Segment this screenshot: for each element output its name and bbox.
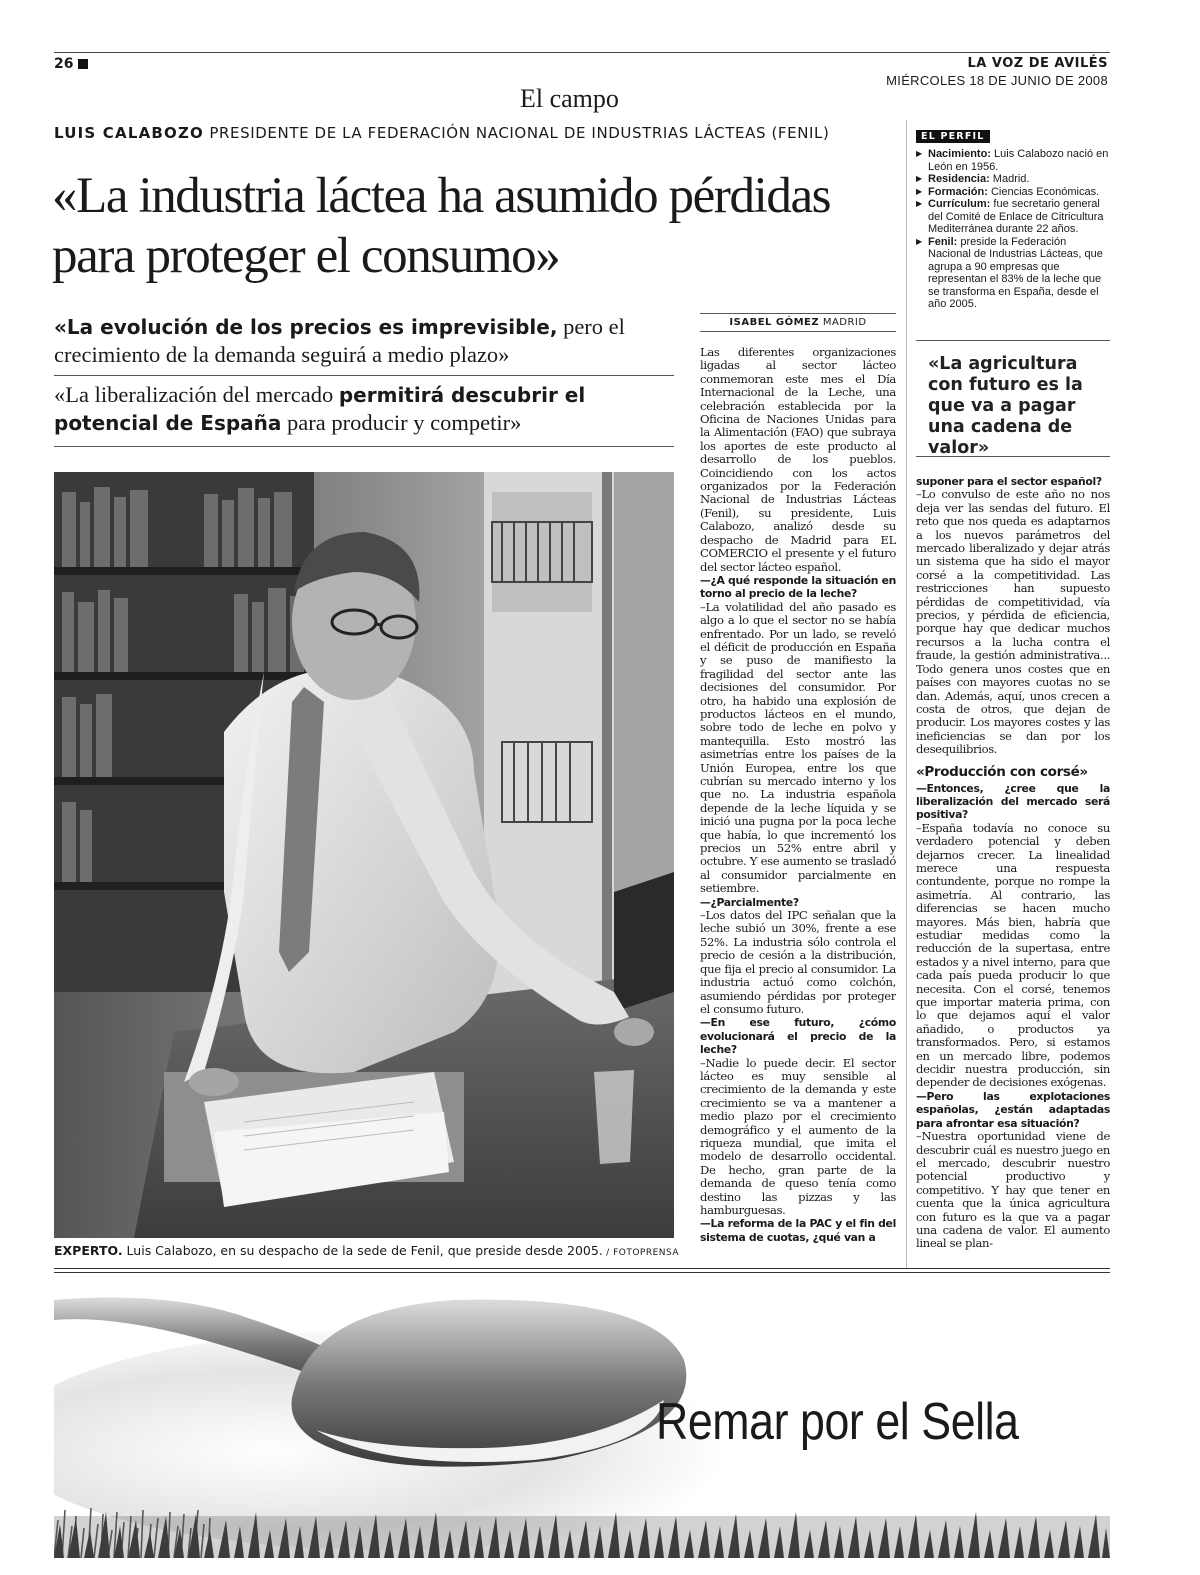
profile-item: ▶ Currículum: fue secretario general del Comité de Enlace de Citricultura Mediterránea durante 22 años. xyxy=(916,198,1110,236)
interview-question: —¿A qué responde la situación en torno al precio de la leche? xyxy=(700,573,896,601)
interview-answer: –Los datos del IPC señalan que la leche subió un 30%, frente a ese 52%. La industria sólo controla el precio de cesión a la distribución, que fija el precio al consumidor. La industria actuó como colchón, asumiendo pérdidas por proteger el consumo futuro. xyxy=(700,908,896,1016)
interview-question: —Entonces, ¿cree que la liberalización del mercado será positiva? xyxy=(916,781,1110,822)
kicker-name: LUIS CALABOZO xyxy=(54,124,205,142)
pullquote-divider xyxy=(916,456,1110,457)
ad-title: Remar por el Sella xyxy=(656,1393,1019,1451)
top-rule xyxy=(54,52,1110,53)
profile-item: ▶ Fenil: preside la Federación Nacional de Industrias Lácteas, que agrupa a 90 empresas que representan el 83% de la leche que se transforma en España, desde el año 2005. xyxy=(916,236,1110,311)
deck-divider xyxy=(54,375,674,376)
profile-list xyxy=(916,148,1110,311)
profile-label: EL PERFIL xyxy=(916,130,990,143)
interview-answer: –España todavía no conoce su verdadero potencial y deben dejarnos crecer. La linealidad merece una respuesta contundente, porque no rompe la asimetría. Al contrario, las diferencias se hacen mucho mayores. Más bien, habría que estudiar medidas como la reducción de la supertasa, entre estados y a nivel interno, para que cada país pueda producir lo que necesita. Con el corsé, tenemos que importar materia prima, con lo que dejamos aquí el valor añadido, o productos ya transformados. Pero, si estamos en un mercado libre, podemos decidir nuestra producción, sin depender de decisiones exógenas. xyxy=(916,820,1110,1090)
page-marker-square xyxy=(78,59,88,69)
page-number: 26 xyxy=(54,56,88,72)
profile-divider xyxy=(916,340,1110,341)
profile-item: ▶ Residencia: Madrid. xyxy=(916,173,1110,186)
article-column-2 xyxy=(916,475,1110,1258)
article-headline: «La industria láctea ha asumido pérdidas para proteger el consumo» xyxy=(52,168,831,284)
interview-question: —La reforma de la PAC y el fin del sistema de cuotas, ¿qué van a xyxy=(700,1217,896,1244)
profile-box xyxy=(916,124,1110,311)
byline: ISABEL GÓMEZ MADRID xyxy=(700,313,896,332)
interview-question: suponer para el sector español? xyxy=(916,475,1102,488)
interview-answer: –Nadie lo puede decir. El sector lácteo es muy sensible al crecimiento de la demanda y este crecimiento se va a mantener a medio plazo por el crecimiento demográfico y el aumento de la riqueza mundial, que imita el modelo de desarrollo occidental. De hecho, gran parte de la demanda de queso tenía como destino las pizzas y las hamburguesas. xyxy=(700,1055,896,1217)
photo-illustration xyxy=(54,472,674,1238)
section-title: El campo xyxy=(520,84,619,113)
interview-question: —¿Parcialmente? xyxy=(700,895,799,909)
advertisement xyxy=(54,1280,1110,1558)
deck-quote-2: «La liberalización del mercado permitirá descubrir el potencial de España para producir y competir» xyxy=(54,382,586,435)
pull-quote: «La agricultura con futuro es la que va a pagar una cadena de valor» xyxy=(928,354,1083,458)
profile-item: ▶ Nacimiento: Luis Calabozo nació en León en 1956. xyxy=(916,148,1110,173)
interview-question: —En ese futuro, ¿cómo evolucionará el precio de la leche? xyxy=(700,1016,896,1057)
article-kicker xyxy=(54,124,829,142)
bottom-rule xyxy=(54,1272,1110,1273)
interview-question: —Pero las explotaciones españolas, ¿están adaptadas para afrontar esa situación? xyxy=(916,1089,1110,1130)
subheading: «Producción con corsé» xyxy=(916,763,1088,780)
kicker-role: PRESIDENTE DE LA FEDERACIÓN NACIONAL DE INDUSTRIAS LÁCTEAS (FENIL) xyxy=(209,124,830,142)
deck-divider xyxy=(54,446,674,447)
photo-credit: / FOTOPRENSA xyxy=(602,1248,680,1258)
newspaper-name: LA VOZ DE AVILÉS xyxy=(967,56,1108,71)
profile-item: ▶ Formación: Ciencias Económicas. xyxy=(916,186,1110,199)
issue-date: MIÉRCOLES 18 DE JUNIO DE 2008 xyxy=(886,73,1108,88)
article-column-1 xyxy=(700,346,896,1258)
column-divider xyxy=(906,120,907,1268)
interview-answer: –Nuestra oportunidad viene de descubrir cuál es nuestro juego en el mercado, descubrir nuestro potencial productivo y competitivo. Y hay que tener en cuenta que la única agricultura con futuro es la que va a pagar una cadena de valor. El aumento lineal se plan- xyxy=(916,1129,1110,1251)
photo-caption: EXPERTO. Luis Calabozo, en su despacho de la sede de Fenil, que preside desde 2005. / FOTOPRENSA xyxy=(54,1243,680,1258)
article-photo xyxy=(54,472,674,1238)
deck-quote-1: «La evolución de los precios es imprevisible, pero el crecimiento de la demanda seguirá a medio plazo» xyxy=(54,314,625,367)
interview-answer: –Lo convulso de este año no nos deja ver las sendas del futuro. El reto que nos queda es adaptarnos a los nuevos parámetros del mercado liberalizado y dejar atrás un sistema que ha sido el mayor corsé a la competitividad. Las restricciones han supuesto pérdidas de competitividad, vía precios, y pérdida de eficiencia, porque hay que dedicar muchos recursos a la lucha contra el fraude, la gestión administrativa... Todo genera unos costes que en países con mayores cuotas no se dan. Además, aquí, unos crecen a costa de otros, que dejan de producir. Los mayores costes y las ineficiencias se dan por los desequilibrios. xyxy=(916,487,1110,757)
bottom-rule xyxy=(54,1268,1110,1269)
intro-paragraph: Las diferentes organizaciones ligadas al sector lácteo conmemoran este mes el Día Internacional de la Leche, una celebración establecida por la Oficina de Naciones Unidas para la Alimentación (FAO) que subraya los aportes de este producto al desarrollo de los pueblos. Coincidiendo con los actos organizados por la Federación Nacional de Industrias Lácteas (Fenil), su presidente, Luis Calabozo, analizó desde su despacho de Madrid para EL COMERCIO el presente y el futuro del sector lácteo español. xyxy=(700,346,896,574)
interview-answer: –La volatilidad del año pasado es algo a lo que el sector no se había enfrentado. Por un lado, se reveló el déficit de producción en España y se puso de manifiesto la fragilidad del sector ante las decisiones del consumidor. Por otro, ha habido una explosión de productos lácteos en el mundo, sobre todo de leche en polvo y mantequilla. Esto mostró las asimetrías entre los países de la Unión Europea, entre los que cubrían su mercado interno y los que no. La industria española depende de la leche líquida y se inició una pugna por la poca leche que había, lo que incrementó los precios un 52% entre abril y octubre. Y ese aumento se trasladó al consumidor parcialmente en setiembre. xyxy=(700,599,896,896)
